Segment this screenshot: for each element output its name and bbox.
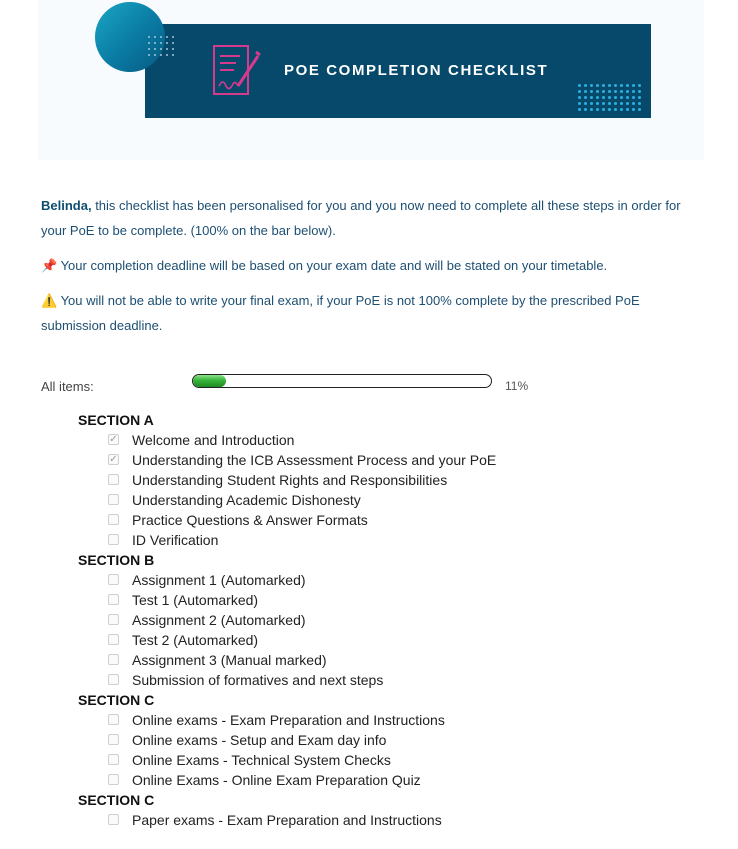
- intro-paragraph: [41, 193, 701, 243]
- dot: [608, 96, 611, 99]
- dot: [590, 96, 593, 99]
- dot: [578, 90, 581, 93]
- dot: [620, 108, 623, 111]
- dot: [148, 54, 150, 56]
- checklist: [78, 410, 496, 830]
- item-checkbox[interactable]: [108, 494, 119, 505]
- item-checkbox[interactable]: [108, 474, 119, 485]
- item-label: Test 2 (Automarked): [132, 632, 259, 648]
- checklist-item: [78, 430, 496, 450]
- dot: [584, 96, 587, 99]
- section-title: SECTION B: [78, 552, 155, 568]
- checklist-item: [78, 810, 496, 830]
- pin-icon: 📌: [41, 258, 58, 273]
- item-label: Test 1 (Automarked): [132, 592, 259, 608]
- dot: [602, 84, 605, 87]
- item-checkbox[interactable]: [108, 774, 119, 785]
- dot: [626, 108, 629, 111]
- dot: [578, 96, 581, 99]
- checklist-item: [78, 530, 496, 550]
- dot: [584, 108, 587, 111]
- dot: [638, 108, 641, 111]
- item-checkbox[interactable]: [108, 534, 119, 545]
- dot: [584, 102, 587, 105]
- dot: [148, 42, 150, 44]
- dot: [166, 54, 168, 56]
- warning-icon: ⚠️: [41, 293, 58, 308]
- item-label: Paper exams - Exam Preparation and Instructions: [132, 812, 442, 828]
- checklist-item: [78, 730, 496, 750]
- dot: [614, 90, 617, 93]
- dot: [632, 84, 635, 87]
- banner-title: POE COMPLETION CHECKLIST: [284, 62, 549, 79]
- item-checkbox[interactable]: [108, 594, 119, 605]
- dot: [590, 90, 593, 93]
- dot: [620, 102, 623, 105]
- checklist-item: [78, 590, 496, 610]
- item-label: Online Exams - Online Exam Preparation Quiz: [132, 772, 421, 788]
- student-name: Belinda,: [41, 198, 92, 213]
- item-label: Welcome and Introduction: [132, 432, 295, 448]
- dot: [166, 36, 168, 38]
- banner-dots-left: [148, 36, 174, 56]
- checklist-item: [78, 490, 496, 510]
- dot: [160, 42, 162, 44]
- dot: [602, 102, 605, 105]
- item-checkbox[interactable]: [108, 674, 119, 685]
- checklist-item: [78, 650, 496, 670]
- dot: [172, 48, 174, 50]
- dot: [160, 48, 162, 50]
- dot: [626, 90, 629, 93]
- intro-text: this checklist has been personalised for you and you now need to complete all these steps in order for your PoE to be complete. (100% on the bar below).: [41, 198, 681, 238]
- dot: [608, 90, 611, 93]
- dot: [590, 84, 593, 87]
- dot: [614, 96, 617, 99]
- banner-dots-right: [578, 84, 641, 111]
- dot: [154, 42, 156, 44]
- dot: [578, 108, 581, 111]
- dot: [626, 102, 629, 105]
- deadline-text: Your completion deadline will be based on your exam date and will be stated on your timetable.: [60, 258, 608, 273]
- item-label: Understanding Academic Dishonesty: [132, 492, 361, 508]
- checklist-item: [78, 750, 496, 770]
- checklist-item: [78, 710, 496, 730]
- item-checkbox[interactable]: [108, 714, 119, 725]
- item-label: Submission of formatives and next steps: [132, 672, 384, 688]
- dot: [148, 36, 150, 38]
- item-checkbox[interactable]: [108, 634, 119, 645]
- dot: [602, 96, 605, 99]
- dot: [620, 96, 623, 99]
- progress-percent: 11%: [505, 379, 529, 393]
- dot: [596, 108, 599, 111]
- item-label: Practice Questions & Answer Formats: [132, 512, 368, 528]
- dot: [172, 42, 174, 44]
- item-label: ID Verification: [132, 532, 219, 548]
- checklist-item: [78, 610, 496, 630]
- item-label: Assignment 1 (Automarked): [132, 572, 306, 588]
- dot: [632, 90, 635, 93]
- item-checkbox[interactable]: [108, 514, 119, 525]
- dot: [166, 42, 168, 44]
- dot: [154, 48, 156, 50]
- dot: [632, 102, 635, 105]
- dot: [620, 84, 623, 87]
- dot: [160, 36, 162, 38]
- dot: [614, 102, 617, 105]
- item-label: Understanding Student Rights and Responsibilities: [132, 472, 448, 488]
- dot: [632, 96, 635, 99]
- item-label: Online Exams - Technical System Checks: [132, 752, 391, 768]
- dot: [578, 84, 581, 87]
- dot: [638, 96, 641, 99]
- item-checkbox[interactable]: [108, 734, 119, 745]
- dot: [590, 102, 593, 105]
- dot: [620, 90, 623, 93]
- dot: [608, 108, 611, 111]
- dot: [166, 48, 168, 50]
- item-checkbox[interactable]: [108, 614, 119, 625]
- warning-note: [41, 288, 701, 338]
- progress-bar-fill: [193, 375, 226, 387]
- document-signature-icon: [210, 42, 264, 100]
- checklist-item: [78, 630, 496, 650]
- dot: [638, 84, 641, 87]
- item-label: Assignment 3 (Manual marked): [132, 652, 327, 668]
- item-checkbox[interactable]: ✓: [109, 454, 118, 465]
- item-checkbox[interactable]: [108, 574, 119, 585]
- item-label: Online exams - Exam Preparation and Instructions: [132, 712, 445, 728]
- item-label: Understanding the ICB Assessment Process and your PoE: [132, 452, 497, 468]
- dot: [596, 102, 599, 105]
- checklist-item: [78, 510, 496, 530]
- dot: [154, 36, 156, 38]
- dot: [590, 108, 593, 111]
- item-checkbox[interactable]: [108, 754, 119, 765]
- dot: [608, 102, 611, 105]
- dot: [638, 102, 641, 105]
- deadline-note: [41, 253, 701, 278]
- section-title: SECTION C: [78, 792, 155, 808]
- dot: [148, 48, 150, 50]
- dot: [614, 108, 617, 111]
- dot: [596, 84, 599, 87]
- dot: [632, 108, 635, 111]
- dot: [154, 54, 156, 56]
- dot: [172, 54, 174, 56]
- item-checkbox[interactable]: ✓: [109, 434, 118, 445]
- warning-text: You will not be able to write your final exam, if your PoE is not 100% complete by the prescribed PoE submission deadline.: [41, 293, 640, 333]
- dot: [584, 84, 587, 87]
- section-title: SECTION C: [78, 692, 155, 708]
- dot: [626, 84, 629, 87]
- checklist-item: [78, 670, 496, 690]
- progress-label: All items:: [41, 379, 94, 394]
- section-title: SECTION A: [78, 412, 154, 428]
- item-checkbox[interactable]: [108, 814, 119, 825]
- dot: [638, 90, 641, 93]
- dot: [596, 96, 599, 99]
- dot: [596, 90, 599, 93]
- dot: [578, 102, 581, 105]
- dot: [614, 84, 617, 87]
- dot: [626, 96, 629, 99]
- dot: [172, 36, 174, 38]
- dot: [160, 54, 162, 56]
- progress-bar: [192, 374, 492, 388]
- dot: [584, 90, 587, 93]
- checklist-item: [78, 570, 496, 590]
- dot: [602, 108, 605, 111]
- checklist-item: [78, 470, 496, 490]
- item-checkbox[interactable]: [108, 654, 119, 665]
- dot: [608, 84, 611, 87]
- checklist-item: [78, 770, 496, 790]
- checklist-item: [78, 450, 496, 470]
- item-label: Online exams - Setup and Exam day info: [132, 732, 387, 748]
- item-label: Assignment 2 (Automarked): [132, 612, 306, 628]
- dot: [602, 90, 605, 93]
